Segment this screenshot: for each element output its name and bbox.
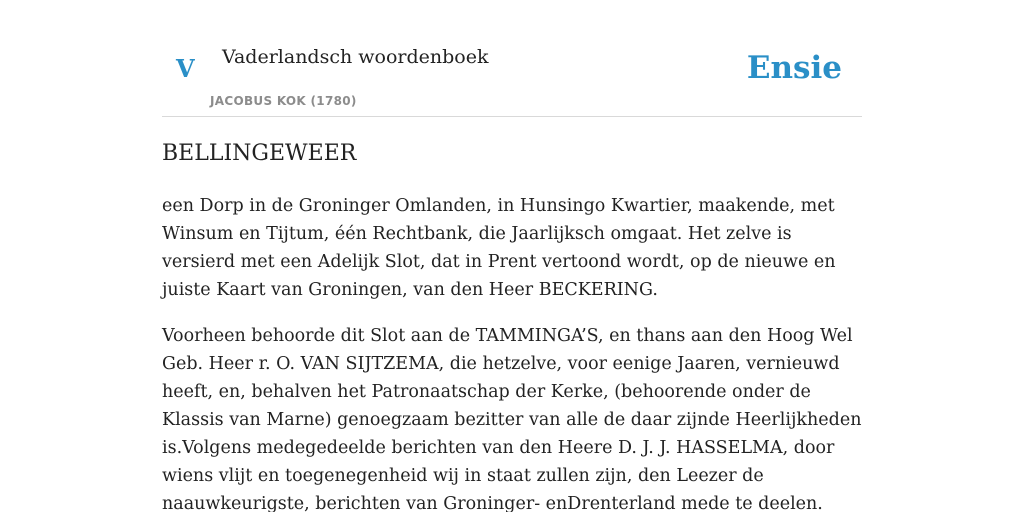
author-link[interactable]: JACOBUS KOK (1780): [210, 94, 357, 108]
book-title-link[interactable]: Vaderlandsch woordenboek: [222, 46, 489, 68]
entry-paragraph: Voorheen behoorde dit Slot aan de TAMMINGA’S, en thans aan den Hoog Wel Geb. Heer r. O. VAN SIJTZEMA, die hetzelve, voor eenige Jaaren, vernieuwd heeft, en, behalven het Patronaatschap der Kerke, (behoorende onder de Klassis van Marne) genoegzaam bezitter van alle de daar zijnde Heerlijkheden is.Volgens medegedeelde berichten van den Heere D. J. J. HASSELMA, door wiens vlijt en toegenegenheid wij in staat zullen zijn, den Leezer de naauwkeurigste, berichten van Groninger- enDrenterland mede te deelen.: [162, 326, 862, 512]
entry-paragraph: een Dorp in de Groninger Omlanden, in Hunsingo Kwartier, maakende, met Winsum en Tijtum, één Rechtbank, die Jaarlijksch omgaat. Het zelve is versierd met een Adelijk Slot, dat in Prent vertoond wordt, op de nieuwe en juiste Kaart van Groningen, van den Heer BECKERING.: [162, 196, 836, 300]
ensie-logo-link[interactable]: Ensie: [746, 50, 842, 86]
letter-index-link[interactable]: V: [176, 54, 195, 83]
entry-content: [162, 192, 866, 512]
entry-title: BELLINGEWEER: [162, 141, 357, 166]
header: [162, 0, 862, 117]
